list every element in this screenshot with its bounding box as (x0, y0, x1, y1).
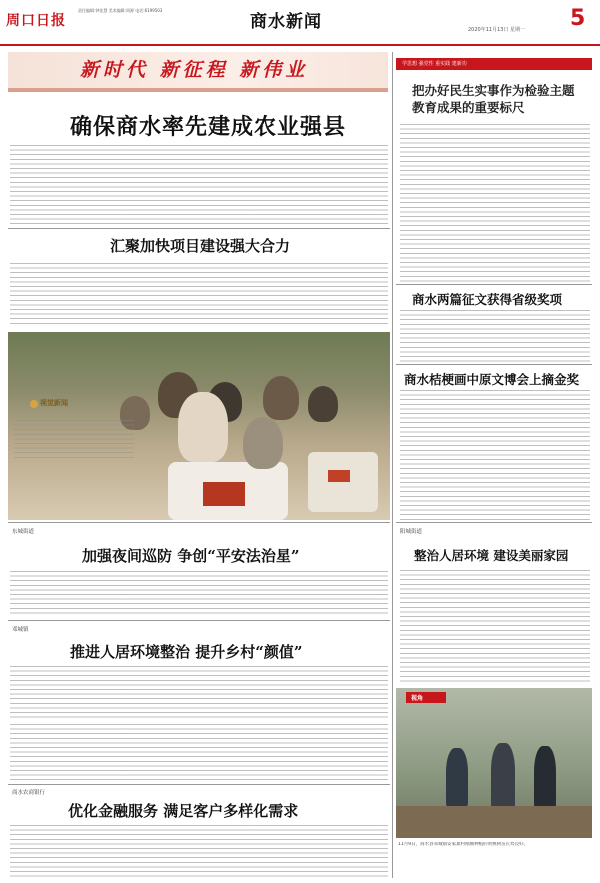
section-name: 商水新闻 (250, 12, 322, 32)
photo-tag-label: 视角 (411, 695, 424, 702)
divider (396, 522, 592, 523)
right-column-header-label: 学思想 强党性 重实践 建新功 (402, 61, 467, 67)
divider (8, 784, 390, 785)
column-divider (392, 52, 393, 878)
divider (8, 522, 390, 523)
banner-stripe (8, 88, 388, 92)
dengcheng-article-body-cont (10, 724, 388, 780)
dongcheng-article-body (10, 571, 388, 617)
section-tag-yangcheng: 阳城街道 (400, 529, 423, 535)
story-3-title: 商水桔梗画中原文博会上摘金奖 (404, 372, 580, 387)
right-article-title: 把办好民生实事作为检验主题教育成果的重要标尺 (412, 83, 575, 115)
issue-date: 2020年11月13日 星期一 (468, 27, 526, 33)
dongcheng-article-title: 加强夜间巡防 争创“平安法治星” (82, 547, 300, 565)
divider (8, 620, 390, 621)
sub-article-body (10, 263, 388, 327)
right-photo-caption: 11月9日，商水县邓城镇安家寨村刚刚种植的黄桃树苗长势良好。 (398, 842, 529, 847)
divider (396, 364, 592, 365)
dengcheng-article-body (10, 666, 388, 720)
divider (8, 228, 390, 229)
story-3-body (400, 390, 590, 520)
lead-article-title: 确保商水率先建成农业强县 (70, 114, 347, 140)
visual-news-icon (30, 400, 38, 408)
sub-article-title: 汇聚加快项目建设强大合力 (110, 237, 291, 255)
right-article-body (400, 124, 590, 282)
story-2-title: 商水两篇征文获得省级奖项 (412, 292, 563, 307)
divider (396, 284, 592, 285)
story-4-title: 整治人居环境 建设美丽家园 (414, 548, 569, 563)
bank-article-title: 优化金融服务 满足客户多样化需求 (68, 802, 299, 820)
story-2-body (400, 310, 590, 362)
photo-caption (14, 420, 134, 460)
dengcheng-article-title: 推进人居环境整治 提升乡村“颜值” (70, 643, 303, 661)
lead-article-body (10, 145, 388, 227)
story-4-body (400, 570, 590, 682)
bank-article-body (10, 825, 388, 877)
visual-news-tag: 视觉新闻 (40, 399, 68, 407)
section-tag-dongcheng: 东城街道 (12, 529, 35, 535)
banner-slogan: 新时代 新征程 新伟业 (80, 59, 309, 81)
newspaper-logo: 周口日报 (6, 13, 66, 29)
section-tag-dengcheng: 邓城镇 (12, 627, 29, 633)
page-number: 5 (570, 6, 586, 31)
section-tag-bank: 商水农商银行 (12, 790, 46, 796)
editor-info: 责任编辑:钟佳慧 美术编辑:周源 电话:6199503 (78, 8, 163, 13)
right-photo (396, 688, 592, 838)
